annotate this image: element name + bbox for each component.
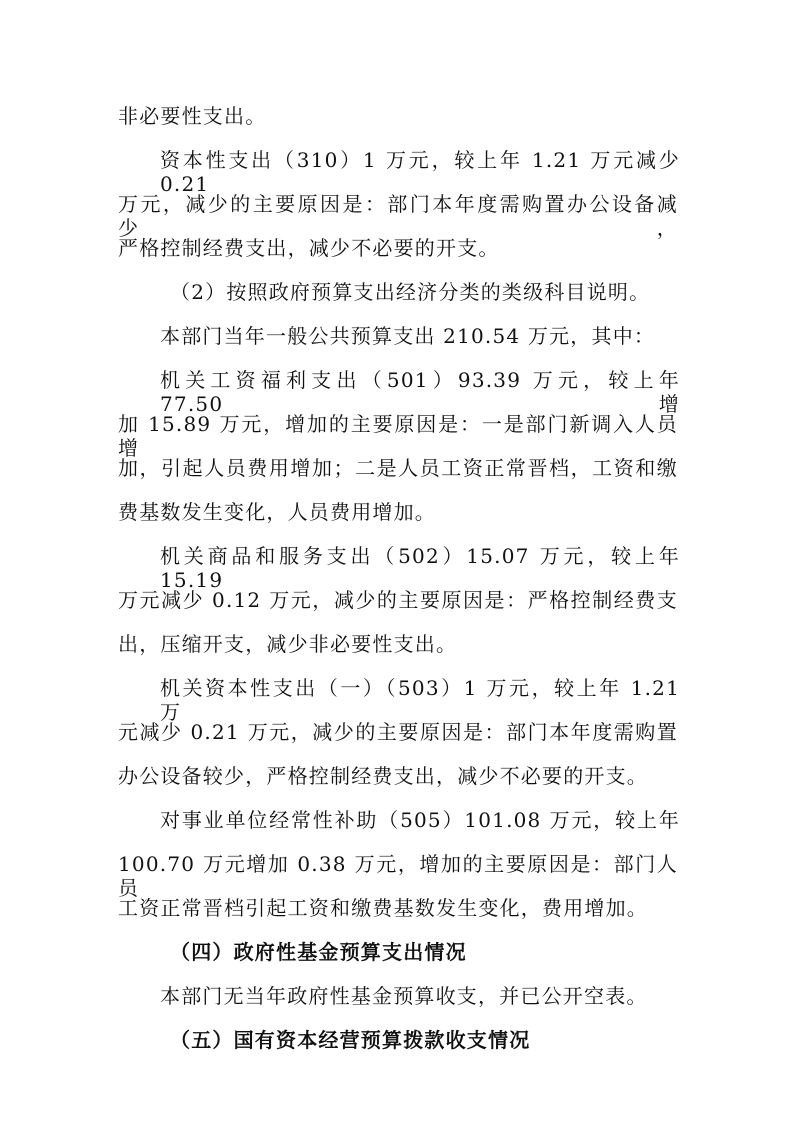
text-line-8: 加 15.89 万元，增加的主要原因是：一是部门新调入人员增	[118, 412, 678, 460]
text-line-19: 工资正常晋档引起工资和缴费基数发生变化，费用增加。	[118, 896, 648, 920]
text-line-6: 本部门当年一般公共预算支出 210.54 万元，其中：	[160, 324, 656, 348]
text-line-4: 严格控制经费支出，减少不必要的开支。	[118, 236, 500, 260]
text-line-21: 本部门无当年政府性基金预算收支，并已公开空表。	[160, 984, 648, 1008]
text-line-18: 100.70 万元增加 0.38 万元，增加的主要原因是：部门人员	[118, 852, 678, 900]
section-heading-4: （四）政府性基金预算支出情况	[170, 940, 467, 964]
text-line-1: 非必要性支出。	[118, 104, 267, 128]
text-line-16: 办公设备较少，严格控制经费支出，减少不必要的开支。	[118, 764, 648, 788]
text-line-13: 出，压缩开支，减少非必要性支出。	[118, 632, 458, 656]
text-line-12: 万元减少 0.12 万元，减少的主要原因是：严格控制经费支	[118, 588, 678, 612]
text-line-11: 机关商品和服务支出（502）15.07 万元，较上年 15.19	[160, 544, 680, 592]
text-line-10: 费基数发生变化，人员费用增加。	[118, 500, 436, 524]
text-line-3: 万元，减少的主要原因是：部门本年度需购置办公设备减少，	[118, 192, 678, 240]
section-heading-5: （五）国有资本经营预算拨款收支情况	[170, 1028, 531, 1052]
text-line-7: 机关工资福利支出（501）93.39 万元，较上年 77.50 增	[160, 368, 680, 416]
text-line-9: 加，引起人员费用增加；二是人员工资正常晋档，工资和缴	[118, 456, 678, 480]
text-line-14: 机关资本性支出（一）（503）1 万元，较上年 1.21 万	[160, 676, 680, 724]
text-line-15: 元减少 0.21 万元，减少的主要原因是：部门本年度需购置	[118, 720, 678, 744]
text-line-17: 对事业单位经常性补助（505）101.08 万元，较上年	[160, 808, 680, 832]
section-subheading-2: （2）按照政府预算支出经济分类的类级科目说明。	[170, 280, 651, 304]
text-line-2: 资本性支出（310）1 万元，较上年 1.21 万元减少 0.21	[160, 148, 680, 196]
